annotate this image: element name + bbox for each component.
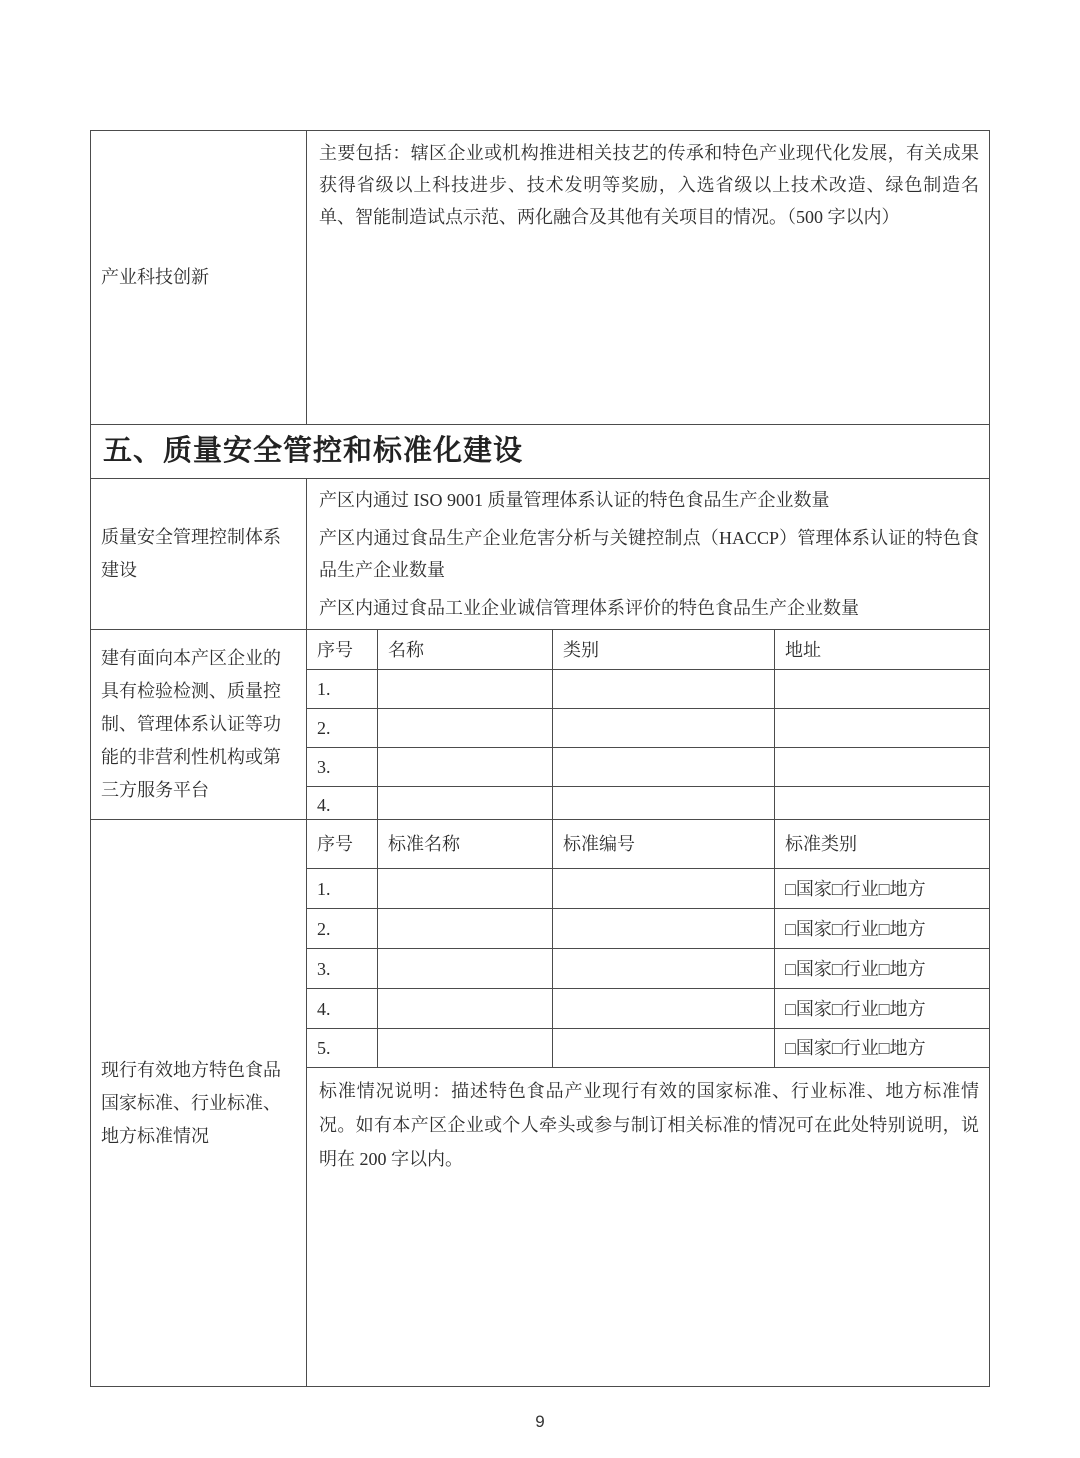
- row-number: 1.: [317, 878, 331, 899]
- standard-name-cell-empty: [377, 989, 552, 1028]
- standards-content-cell: [306, 820, 989, 1386]
- name-cell-empty: [377, 670, 552, 708]
- institutions-row-4: [307, 786, 989, 823]
- institutions-header-row: [307, 630, 989, 669]
- category-cell-empty: [552, 748, 774, 786]
- institutions-table: [307, 630, 989, 823]
- tech-innovation-description: 主要包括：辖区企业或机构推进相关技艺的传承和特色产业现代化发展，有关成果获得省级以上科技进步、技术发明等奖励，入选省级以上技术改造、绿色制造名单、智能制造试点示范、两化融合及其他有关项目的情况。（500 字以内）: [319, 143, 979, 227]
- row-number: 2.: [317, 718, 331, 738]
- institutions-content-cell: [306, 630, 989, 819]
- header-category: 类别: [552, 630, 774, 669]
- standard-category-checkboxes: □国家□行业□地方: [774, 869, 989, 908]
- standard-name-cell-empty: [377, 869, 552, 908]
- tech-innovation-label: 产业科技创新: [101, 267, 209, 287]
- address-cell-empty: [774, 670, 989, 708]
- quality-system-content-cell: [306, 479, 989, 629]
- header-no: 序号: [317, 834, 353, 854]
- standard-category-checkboxes: □国家□行业□地方: [774, 909, 989, 948]
- institutions-label-cell: [91, 630, 306, 819]
- row-number: 3.: [317, 958, 331, 979]
- standards-row-4: [307, 988, 989, 1028]
- row-standards-status: [91, 819, 989, 1386]
- tech-innovation-content-cell: [306, 131, 989, 424]
- institutions-row-1: [307, 669, 989, 708]
- standards-label-cell: [91, 820, 306, 1386]
- tech-innovation-label-cell: [91, 131, 306, 424]
- header-no: 序号: [317, 639, 353, 660]
- header-standard-name: 标准名称: [377, 820, 552, 868]
- quality-system-line-3: 产区内通过食品工业企业诚信管理体系评价的特色食品生产企业数量: [319, 598, 859, 618]
- row-quality-control-system: [91, 478, 989, 629]
- row-number: 4.: [317, 795, 331, 815]
- category-cell-empty: [552, 670, 774, 708]
- institutions-row-3: [307, 747, 989, 786]
- name-cell-empty: [377, 748, 552, 786]
- row-number: 5.: [317, 1038, 331, 1058]
- standard-name-cell-empty: [377, 949, 552, 988]
- standard-category-checkboxes: □国家□行业□地方: [774, 949, 989, 988]
- quality-system-line-1: 产区内通过 ISO 9001 质量管理体系认证的特色食品生产企业数量: [319, 490, 830, 510]
- standards-row-1: [307, 868, 989, 908]
- quality-system-label: 质量安全管理控制体系建设: [101, 527, 281, 580]
- standard-code-cell-empty: [552, 1029, 774, 1067]
- page-number: 9: [535, 1412, 545, 1431]
- standards-row-5: [307, 1028, 989, 1067]
- standard-code-cell-empty: [552, 909, 774, 948]
- institutions-row-2: [307, 708, 989, 747]
- category-cell-empty: [552, 709, 774, 747]
- standard-name-cell-empty: [377, 1029, 552, 1067]
- standards-row-3: [307, 948, 989, 988]
- address-cell-empty: [774, 787, 989, 823]
- row-number: 1.: [317, 679, 331, 699]
- standard-name-cell-empty: [377, 909, 552, 948]
- address-cell-empty: [774, 709, 989, 747]
- institutions-label: 建有面向本产区企业的具有检验检测、质量控制、管理体系认证等功能的非营利性机构或第三方服务平台: [101, 648, 281, 800]
- application-form-table: [90, 130, 990, 1387]
- row-number: 3.: [317, 757, 331, 777]
- standards-label: 现行有效地方特色食品国家标准、行业标准、地方标准情况: [101, 1059, 281, 1146]
- row-number: 4.: [317, 998, 331, 1019]
- section-title: 五、质量安全管控和标准化建设: [103, 435, 524, 468]
- header-address: 地址: [774, 630, 989, 669]
- category-cell-empty: [552, 787, 774, 823]
- row-industry-tech-innovation: [91, 131, 989, 424]
- standard-code-cell-empty: [552, 869, 774, 908]
- quality-system-line-2: 产区内通过食品生产企业危害分析与关键控制点（HACCP）管理体系认证的特色食品生产企业数量: [319, 528, 979, 580]
- standards-table: [307, 820, 989, 1067]
- name-cell-empty: [377, 787, 552, 823]
- standard-category-checkboxes: □国家□行业□地方: [774, 1029, 989, 1067]
- row-number: 2.: [317, 918, 331, 939]
- header-standard-category: 标准类别: [774, 820, 989, 868]
- standards-header-row: [307, 820, 989, 868]
- standards-note: 标准情况说明：描述特色食品产业现行有效的国家标准、行业标准、地方标准情况。如有本产区企业或个人牵头或参与制订相关标准的情况可在此处特别说明，说明在 200 字以内。: [307, 1067, 989, 1386]
- standard-code-cell-empty: [552, 989, 774, 1028]
- row-section-header: [91, 424, 989, 478]
- header-standard-code: 标准编号: [552, 820, 774, 868]
- row-service-institutions: [91, 629, 989, 819]
- standard-code-cell-empty: [552, 949, 774, 988]
- standards-row-2: [307, 908, 989, 948]
- quality-system-label-cell: [91, 479, 306, 629]
- address-cell-empty: [774, 748, 989, 786]
- standard-category-checkboxes: □国家□行业□地方: [774, 989, 989, 1028]
- name-cell-empty: [377, 709, 552, 747]
- header-name: 名称: [377, 630, 552, 669]
